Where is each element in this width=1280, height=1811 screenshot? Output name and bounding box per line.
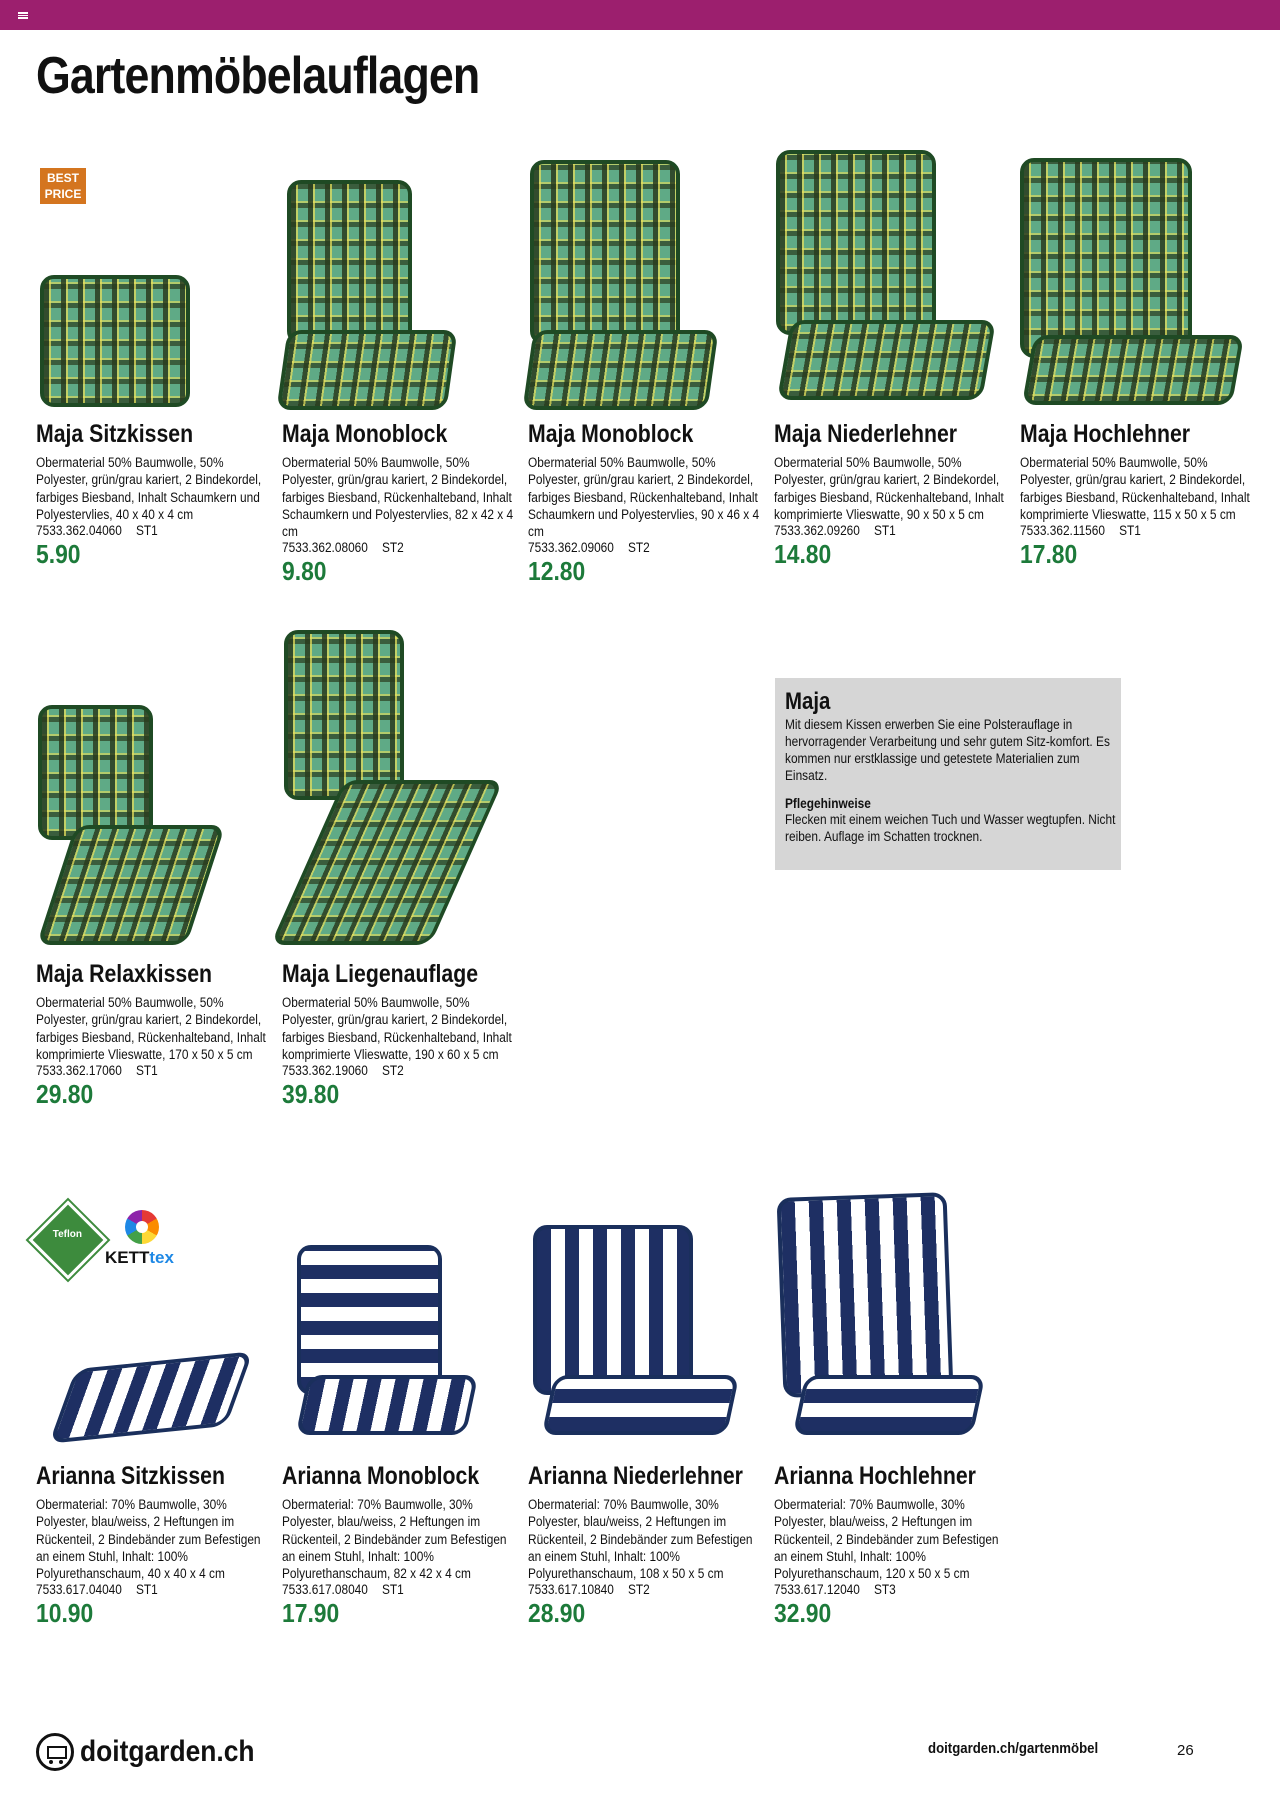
backrest-image: [533, 1225, 693, 1395]
seat-cushion-image: [40, 275, 190, 407]
product-maja-monoblock-90[interactable]: [528, 150, 768, 587]
product-name: Arianna Monoblock: [282, 1462, 480, 1490]
product-price: 32.90: [774, 1598, 832, 1629]
care-text: Flecken mit einem weichen Tuch und Wasser wegtupfen. Nicht reiben. Auflage im Schatten trocknen.: [785, 812, 1116, 844]
product-name: Maja Liegenauflage: [282, 960, 479, 988]
info-title: Maja: [785, 688, 831, 715]
seat-cushion-image: [49, 1351, 253, 1443]
teflon-logo: Teflon: [28, 1200, 107, 1279]
product-price: 29.80: [36, 1079, 94, 1110]
seat-image: [276, 330, 457, 410]
menu-icon[interactable]: [18, 12, 28, 19]
product-description: Obermaterial 50% Baumwolle, 50% Polyester, grün/grau kariert, 2 Bindekordel, farbiges Biesband, Rückenhalteband, Inhalt komprimierte Vlieswatte, 90 x 50 x 5 cm: [774, 455, 1004, 522]
product-price: 17.90: [282, 1598, 340, 1629]
article-number: 7533.617.12040 ST3: [774, 1582, 896, 1598]
info-text: Mit diesem Kissen erwerben Sie eine Polsterauflage in hervorragender Verarbeitung und sehr gutem Sitz-komfort. Es kommen nur erstklassige und getestete Materialien zum Einsatz.: [785, 717, 1110, 783]
backrest-image: [38, 705, 153, 840]
seat-image: [793, 1375, 986, 1435]
article-number: 7533.362.19060 ST2: [282, 1063, 404, 1079]
product-description: Obermaterial 50% Baumwolle, 50% Polyester, grün/grau kariert, 2 Bindekordel, farbiges Biesband, Rückenhalteband, Inhalt Schaumkern und Polyestervlies, 90 x 46 x 4 cm: [528, 455, 760, 540]
product-name: Maja Monoblock: [528, 420, 694, 448]
product-maja-niederlehner[interactable]: [774, 150, 1014, 570]
backrest-image: [287, 180, 412, 345]
product-description: Obermaterial 50% Baumwolle, 50% Polyester, grün/grau kariert, 2 Bindekordel, farbiges Biesband, Rückenhalteband, Inhalt komprimierte Vlieswatte, 115 x 50 x 5 cm: [1020, 455, 1250, 522]
product-description: Obermaterial: 70% Baumwolle, 30% Polyester, blau/weiss, 2 Heftungen im Rückenteil, 2 Bindebänder zum Befestigen an einem Stuhl, Inhalt: 100% Polyurethanschaum, 40 x 40 x 4 cm: [36, 1497, 261, 1582]
article-number: 7533.362.04060 ST1: [36, 523, 158, 539]
product-description: Obermaterial 50% Baumwolle, 50% Polyester, grün/grau kariert, 2 Bindekordel, farbiges Biesband, Rückenhalteband, Inhalt Schaumkern und Polyestervlies, 82 x 42 x 4 cm: [282, 455, 514, 540]
product-description: Obermaterial: 70% Baumwolle, 30% Polyester, blau/weiss, 2 Heftungen im Rückenteil, 2 Bindebänder zum Befestigen an einem Stuhl, Inhalt: 100% Polyurethanschaum, 82 x 42 x 4 cm: [282, 1497, 507, 1582]
article-number: 7533.362.11560 ST1: [1020, 523, 1141, 539]
article-number: 7533.362.09260 ST1: [774, 523, 896, 539]
product-image: [282, 1160, 522, 1462]
product-price: 39.80: [282, 1079, 340, 1110]
product-image: [774, 150, 1014, 420]
product-arianna-sitzkissen[interactable]: [36, 1160, 276, 1629]
product-maja-hochlehner[interactable]: [1020, 150, 1260, 570]
product-image: [282, 630, 522, 960]
footer-url[interactable]: doitgarden.ch/gartenmöbel: [928, 1740, 1099, 1757]
product-description: Obermaterial 50% Baumwolle, 50% Polyester, grün/grau kariert, 2 Bindekordel, farbiges Biesband, Inhalt Schaumkern und Polyestervlies, 40 x 40 x 4 cm: [36, 455, 262, 522]
product-description: Obermaterial: 70% Baumwolle, 30% Polyester, blau/weiss, 2 Heftungen im Rückenteil, 2 Bindebänder zum Befestigen an einem Stuhl, Inhalt: 100% Polyurethanschaum, 108 x 50 x 5 cm: [528, 1497, 753, 1582]
backrest-image: [284, 630, 404, 800]
product-image: [36, 150, 276, 420]
product-price: 28.90: [528, 1598, 586, 1629]
product-name: Arianna Hochlehner: [774, 1462, 976, 1490]
care-title: Pflegehinweise: [785, 796, 871, 811]
article-number: 7533.617.10840 ST2: [528, 1582, 650, 1598]
footer-site-name: doitgarden.ch: [80, 1735, 255, 1768]
product-maja-sitzkissen[interactable]: [36, 150, 276, 570]
article-number: 7533.362.17060 ST1: [36, 1063, 158, 1079]
backrest-image: [1020, 158, 1192, 358]
backrest-image: [530, 160, 680, 345]
product-image: [36, 1160, 276, 1462]
maja-info-box: [775, 678, 1121, 870]
backrest-image: [777, 1192, 954, 1398]
backrest-image: [776, 150, 936, 335]
product-image: [528, 150, 768, 420]
product-name: Maja Sitzkissen: [36, 420, 194, 448]
product-description: Obermaterial 50% Baumwolle, 50% Polyester, grün/grau kariert, 2 Bindekordel, farbiges Biesband, Rückenhalteband, Inhalt komprimierte Vlieswatte, 170 x 50 x 5 cm: [36, 995, 266, 1062]
product-description: Obermaterial: 70% Baumwolle, 30% Polyester, blau/weiss, 2 Heftungen im Rückenteil, 2 Bindebänder zum Befestigen an einem Stuhl, Inhalt: 100% Polyurethanschaum, 120 x 50 x 5 cm: [774, 1497, 999, 1582]
page-title: Gartenmöbelauflagen: [36, 47, 480, 105]
product-name: Maja Niederlehner: [774, 420, 958, 448]
product-name: Maja Monoblock: [282, 420, 448, 448]
seat-image: [296, 1375, 479, 1435]
product-arianna-hochlehner[interactable]: [774, 1160, 1014, 1629]
product-maja-liegenauflage[interactable]: [282, 630, 522, 1110]
product-image: [1020, 150, 1260, 420]
article-number: 7533.617.08040 ST1: [282, 1582, 404, 1598]
footer-logo[interactable]: [36, 1733, 278, 1771]
article-number: 7533.362.09060 ST2: [528, 540, 650, 556]
seat-image: [522, 330, 718, 410]
page-number: 26: [1177, 1742, 1194, 1759]
product-description: Obermaterial 50% Baumwolle, 50% Polyester, grün/grau kariert, 2 Bindekordel, farbiges Biesband, Rückenhalteband, Inhalt komprimierte Vlieswatte, 190 x 60 x 5 cm: [282, 995, 512, 1062]
backrest-image: [297, 1245, 442, 1395]
seat-image: [542, 1375, 740, 1435]
product-name: Arianna Niederlehner: [528, 1462, 743, 1490]
product-arianna-monoblock[interactable]: [282, 1160, 522, 1629]
product-price: 17.80: [1020, 539, 1078, 570]
product-name: Maja Relaxkissen: [36, 960, 213, 988]
top-bar: [0, 0, 1280, 30]
product-image: [282, 150, 522, 420]
product-name: Arianna Sitzkissen: [36, 1462, 225, 1490]
product-price: 5.90: [36, 539, 81, 570]
kettex-logo: KETTtex: [105, 1210, 185, 1270]
seat-image: [37, 825, 226, 945]
product-price: 10.90: [36, 1598, 94, 1629]
article-number: 7533.362.08060 ST2: [282, 540, 404, 556]
product-name: Maja Hochlehner: [1020, 420, 1191, 448]
product-image: [774, 1160, 1014, 1462]
seat-image: [270, 780, 503, 945]
product-arianna-niederlehner[interactable]: [528, 1160, 768, 1629]
product-price: 12.80: [528, 556, 586, 587]
article-number: 7533.617.04040 ST1: [36, 1582, 158, 1598]
product-maja-monoblock-82[interactable]: [282, 150, 522, 587]
product-image: [36, 630, 276, 960]
shopping-cart-icon: [36, 1733, 74, 1771]
product-maja-relaxkissen[interactable]: [36, 630, 276, 1110]
best-price-badge: BEST PRICE: [40, 168, 86, 204]
seat-image: [1022, 335, 1244, 405]
product-price: 14.80: [774, 539, 832, 570]
product-price: 9.80: [282, 556, 327, 587]
product-image: [528, 1160, 768, 1462]
seat-image: [777, 320, 996, 400]
